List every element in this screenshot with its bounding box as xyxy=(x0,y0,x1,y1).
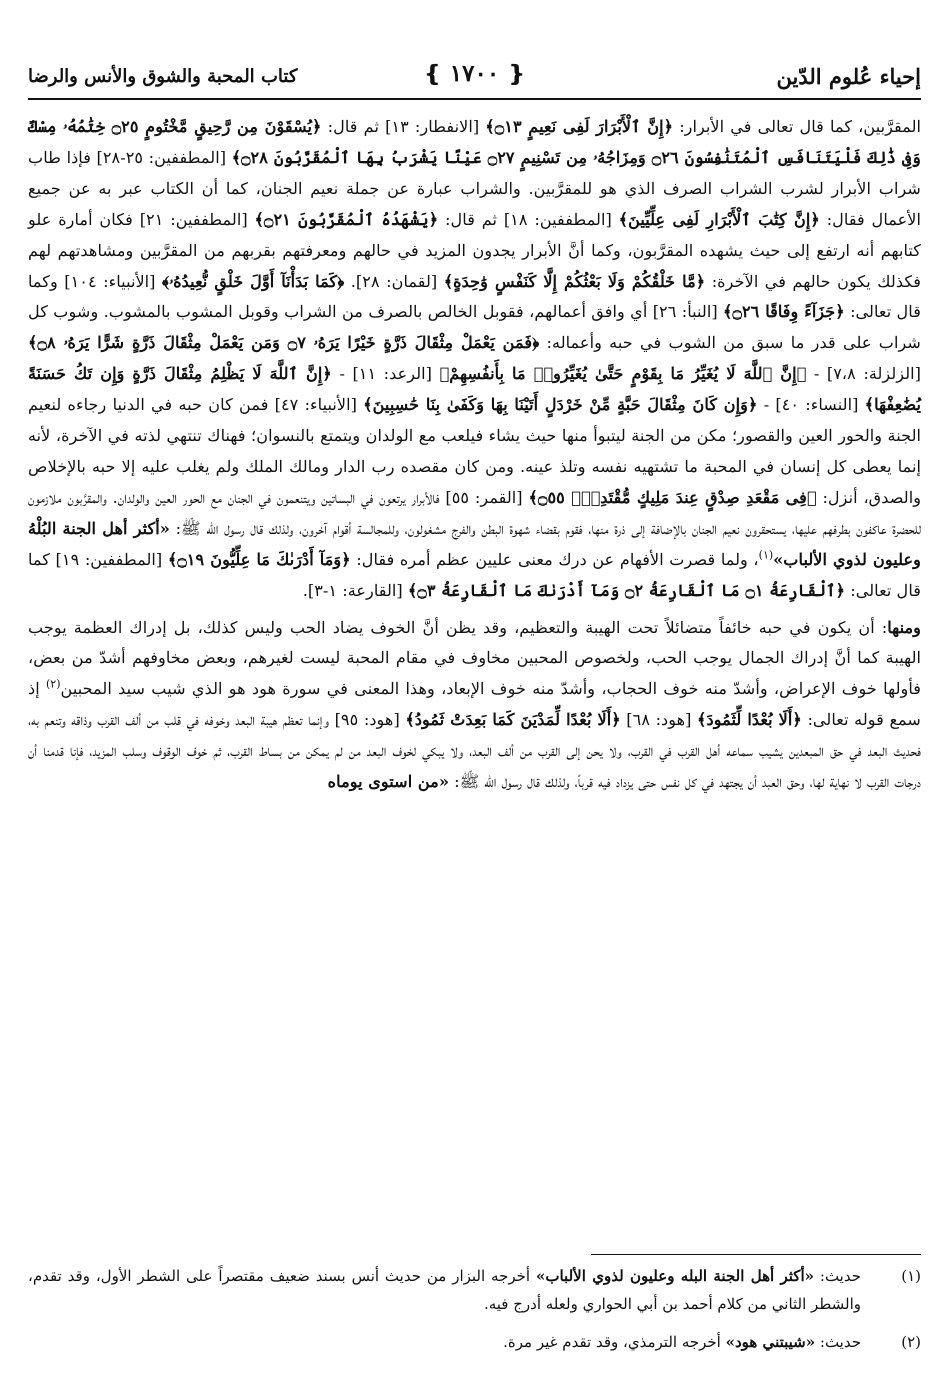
hadith-quote: «من استوى يوماه xyxy=(327,772,449,792)
text-run: [الرعد: ١١] - xyxy=(331,364,440,384)
text-run: [المطففين: ١٨] ثم قال: xyxy=(438,209,619,229)
footnote-number: (١) xyxy=(901,1267,921,1285)
footnote-text: أخرجه الترمذي، وقد تقدم غير مرة. xyxy=(503,1333,726,1351)
text-run: إذ سمع قوله تعالى: xyxy=(28,679,921,730)
text-run: [هود: ٩٥] وإنما تعظم هيبة البعد وخوفه في قلب من ألف القرب وذاقه وتنعم به، فحديث البعد في حق المبعدين يشيب سماعه أهل القرب في القرب، ولا يحن إلى القرب من ألف البعد، ولا يبكي لخوف البعد من لم يمكن من بساط القرب، ثم خوف الوقوف وسلب المزيد، فإنا قدمنا أن درجات القرب لا نهاية لها، وحق العبد أن يجتهد في كل نفس حتى يزداد فيه قرباً، ولذلك قال رسول الله ﷺ: xyxy=(28,710,921,792)
footnotes xyxy=(28,1262,921,1356)
text-run: [الانفطار: ١٣] ثم قال: xyxy=(321,117,486,136)
quran-verse: ﴿أَلَا بُعْدًا لِّمَدْيَنَ كَمَا بَعِدَتْ ثَمُودُ﴾ xyxy=(405,710,621,730)
footnote-divider xyxy=(591,1254,921,1255)
text-run: [النبأ: ٢٦] أي وافق أعمالهم، فقوبل الخالص بالصرف من الشراب وقوبل المشوب بالمشوب. وشوب كل شراب على قدر ما سبق من الشوب في حبه وأعماله: xyxy=(28,302,921,353)
text-run: [المطففين: ٢١] فكان أمارة علو كتابهم أنه ارتفع إلى حيث يشهده المقرَّبون، وكما أنَّ الأبرار يجدون المزيد في حالهم ومعرفتهم بقربهم من المقرَّبين ومشاهدتهم لهم فكذلك يكون حالهم في الآخرة: xyxy=(28,209,922,291)
quran-verse: ﴿كَمَا بَدَأْنَآ أَوَّلَ خَلْقٍ نُّعِيدُهُۥ﴾ xyxy=(161,271,345,291)
text-run: [هود: ٦٨] xyxy=(620,710,698,730)
text-run: ، ولما قصرت الأفهام عن درك معنى عليين عظم أمره فقال: xyxy=(350,549,759,569)
quran-verse: ﴿فِى مَقْعَدِ صِدْقٍ عِندَ مَلِيكٍ مُّقْتَدِرٍۭ ۝٥٥﴾ xyxy=(528,487,817,507)
text-run: [الزلزلة: ٧،٨] - xyxy=(806,364,921,384)
text-run: المقرَّبين، كما قال تعالى في الأبرار: xyxy=(673,117,922,136)
section-lead: ومنها xyxy=(887,617,921,637)
footnote-hadith: «شيبتني هود» xyxy=(725,1333,816,1351)
text-run: [القارعة: ١-٣]. xyxy=(302,580,408,600)
footnote-marker[interactable]: (٢) xyxy=(45,677,61,691)
chapter-title: كتاب المحبة والشوق والأنس والرضا xyxy=(28,66,298,87)
text-run: [لقمان: ٢٨]. xyxy=(344,271,444,291)
quran-verse: ﴿وَمَآ أَدْرَىٰكَ مَا عِلِّيُّونَ ۝١٩﴾ xyxy=(167,549,351,569)
quran-verse: ﴿إِنَّ ٱللَّهَ لَا يَظْلِمُ مِثْقَالَ ذَرَّةٍ وَإِن تَكُ حَسَنَةً يُضَٰعِفْهَا﴾ xyxy=(28,364,922,415)
hadith-quote: «أكثر أهل الجنة البُلْهُ وعليون لذوي الألباب» xyxy=(28,518,921,569)
paragraph-2 xyxy=(28,613,921,798)
paragraph-1 xyxy=(28,112,921,607)
book-title: إحياء عُلوم الدّين xyxy=(776,64,921,89)
quran-verse: ﴿ٱلْقَارِعَةُ ۝١ مَا ٱلْقَارِعَةُ ۝٢ وَمَآ أَدْرَىٰكَ مَا ٱلْقَارِعَةُ ۝٣﴾ xyxy=(407,580,846,600)
text-run: [الأنبياء: ٤٧] فمن كان حبه في الدنيا رجاءه لنعيم الجنة والحور العين والقصور؛ مكن من الجنة ليتبوأ منها حيث يشاء فيلعب مع الولدان ويتمتع بالنسوان؛ فهناك تنتهي لذته في الآخرة، لأنه إنما يعطى كل إنسان في المحبة ما تشتهيه نفسه وتلذ عينه. ومن كان مقصده رب الدار ومالك الملك ولم يغلب عليه إلا حبه بالإخلاص والصدق، أنزل: xyxy=(28,395,922,507)
footnote-prefix: حديث: xyxy=(815,1333,861,1351)
text-run: [المطففين: ٢٥-٢٨] فإذا طاب شراب الأبرار لشرب الشراب الصرف الذي هو للمقرَّبين. والشراب عبارة عن جملة نعيم الجنان، كما أن الكتاب عبر به عن جميع الأعمال فقال: xyxy=(28,147,921,229)
quran-verse: ﴿يَشْهَدُهُ ٱلْمُقَرَّبُونَ ۝٢١﴾ xyxy=(254,209,439,229)
page-header xyxy=(28,58,921,100)
main-text xyxy=(28,112,921,798)
quran-verse: ﴿إِنَّ كِتَٰبَ ٱلْأَبْرَارِ لَفِى عِلِّيِّينَ﴾ xyxy=(618,209,820,229)
footnote-text: أخرجه البزار من حديث أنس بسند ضعيف مقتصراً على الشطر الأول، وقد تقدم، والشطر الثاني من كلام أحمد بن أبي الحواري ولعله أدرج فيه. xyxy=(28,1267,861,1313)
quran-verse: ﴿جَزَآءً وِفَاقًا ۝٢٦﴾ xyxy=(723,302,845,322)
quran-verse: ﴿أَلَا بُعْدًا لِّثَمُودَ﴾ xyxy=(697,710,802,730)
quran-verse: ﴿فَمَن يَعْمَلْ مِثْقَالَ ذَرَّةٍ خَيْرًا يَرَهُۥ ۝٧ وَمَن يَعْمَلْ مِثْقَالَ ذَرَّةٍ شَرًّا يَرَهُۥ ۝٨﴾ xyxy=(28,333,540,353)
footnote-marker[interactable]: (١) xyxy=(758,548,774,562)
quran-verse: ﴿يُسْقَوْنَ مِن رَّحِيقٍ مَّخْتُومٍ ۝٢٥ خِتَٰمُهُۥ مِسْكٌ وَفِى ذَٰلِكَ فَلْيَتَنَافَسِ ٱلْمُتَنَٰفِسُونَ ۝٢٦ وَمِزَاجُهُۥ مِن تَسْنِيمٍ ۝٢٧ عَيْنًا يَشْرَبُ بِهَا ٱلْمُقَرَّبُونَ ۝٢٨﴾ xyxy=(28,117,921,167)
quran-verse: ﴿مَّا خَلْقُكُمْ وَلَا بَعْثُكُمْ إِلَّا كَنَفْسٍ وَٰحِدَةٍ﴾ xyxy=(443,271,706,291)
text-run: [الأنبياء: ١٠٤] وكما قال تعالى: xyxy=(28,271,921,322)
ornament-left-icon: ❵ xyxy=(423,61,442,87)
text-run: [القمر: ٥٥] فالأبرار يرتعون في البساتين ويتنعمون في الجنان مع الحور العين والولدان. والمقرَّبون ملازمون للحضرة عاكفون بطرفهم عليها، يستحقرون نعيم الجنان بالإضافة إلى ذرة منها، فقوم بقضاء شهوة البطن والفرج مشغولون، وللمجالسة أقوام آخرون، ولذلك قال رسول الله ﷺ: xyxy=(28,487,921,538)
footnote-hadith: «أكثر أهل الجنة البله وعليون لذوي الألباب» xyxy=(535,1267,814,1285)
text-run: : أن يكون في حبه خائفاً متضائلاً تحت الهيبة والتعظيم، وقد يظن أنَّ الخوف يضاد الحب وليس كذلك، بل إدراك العظمة يوجب الهيبة كما أنَّ إدراك الجمال يوجب الحب، ولخصوص المحبين مخاوف في مقام المحبة ليست لغيرهم، وبعض مخاوفهم أشدّ من بعض، فأولها خوف الإعراض، وأشدّ منه خوف الحجاب، وأشدّ منه خوف الإبعاد، وهذا المعنى في سورة هود هو الذي شيب سيد المحبين xyxy=(28,617,921,699)
footnote-number: (٢) xyxy=(901,1333,921,1351)
quran-verse: ﴿إِنَّ ٱللَّهَ لَا يُغَيِّرُ مَا بِقَوْمٍ حَتَّىٰ يُغَيِّرُوا۟ مَا بِأَنفُسِهِمْ﴾ xyxy=(439,364,807,384)
footnote-1 xyxy=(28,1262,921,1318)
quran-verse: ﴿وَإِن كَانَ مِثْقَالَ حَبَّةٍ مِّنْ خَرْدَلٍ أَتَيْنَا بِهَا وَكَفَىٰ بِنَا حَٰسِبِينَ﴾ xyxy=(363,395,758,415)
text-run: [المطففين: ١٩] كما قال تعالى: xyxy=(28,549,921,600)
footnote-2 xyxy=(28,1328,921,1356)
ornament-right-icon: ❴ xyxy=(507,61,526,87)
text-run: [النساء: ٤٠] - xyxy=(757,395,865,415)
quran-verse: ﴿إِنَّ ٱلْأَبْرَارَ لَفِى نَعِيمٍ ۝١٣﴾ xyxy=(485,117,674,136)
footnote-prefix: حديث: xyxy=(814,1267,861,1285)
page-number-text: ١٧٠٠ xyxy=(449,60,500,87)
